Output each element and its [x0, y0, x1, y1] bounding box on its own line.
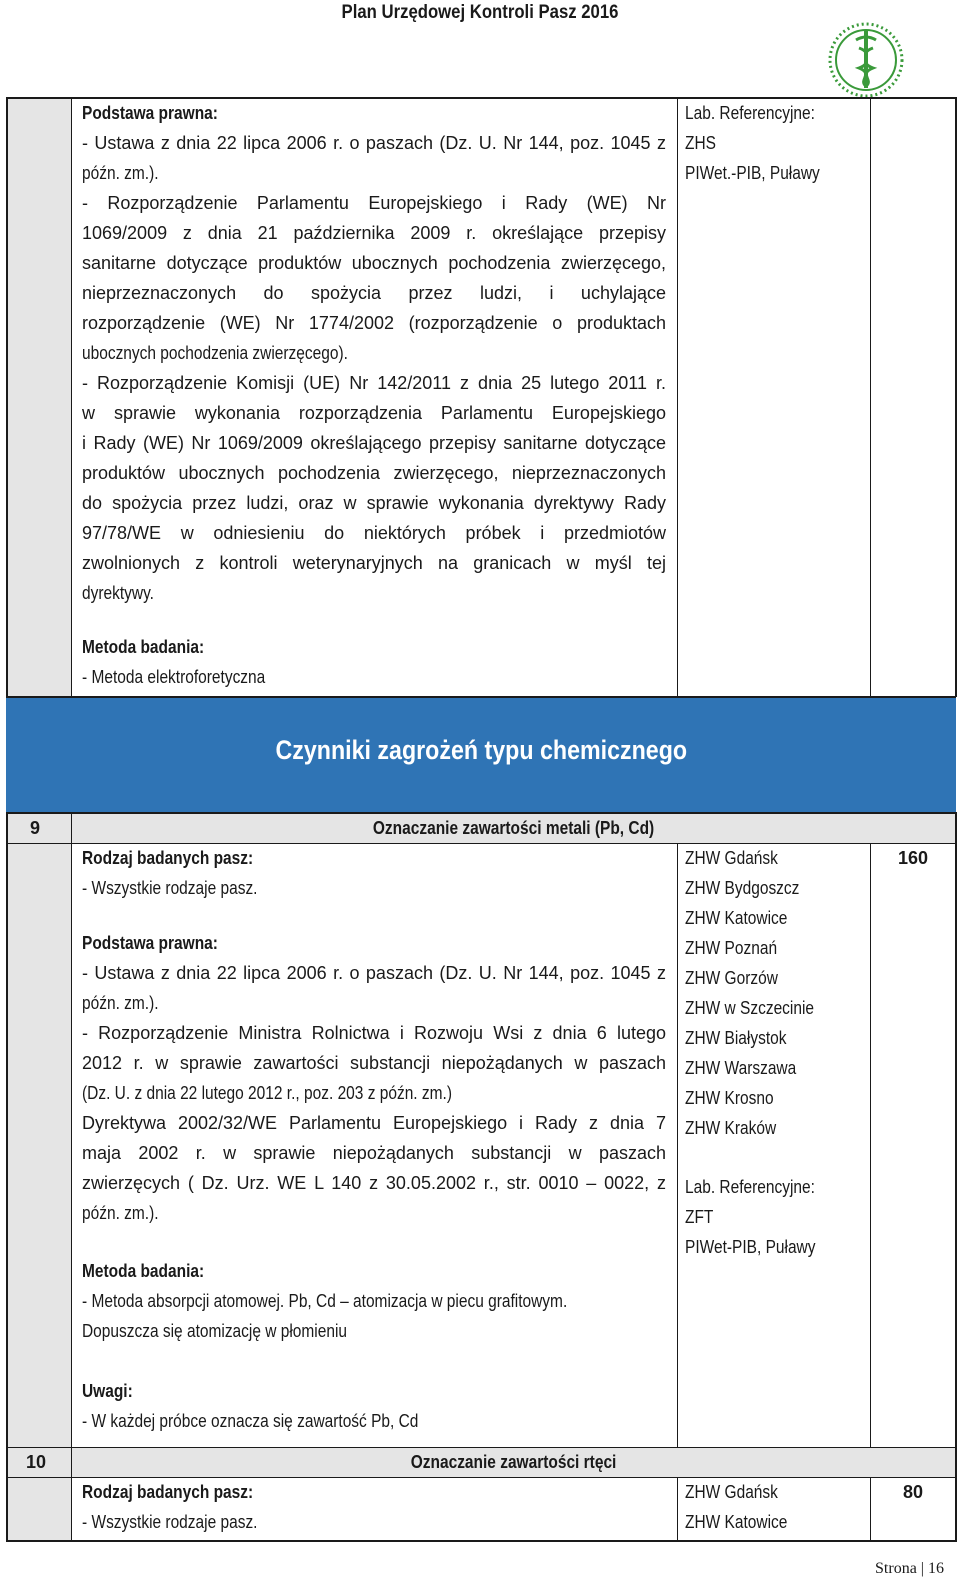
- legal-text-line: sanitarne dotyczące produktów ubocznych pochodzenia zwierzęcego,: [82, 253, 666, 273]
- legal-text-line: dyrektywy.: [82, 583, 154, 603]
- section-title: Czynniki zagrożeń typu chemicznego: [275, 735, 687, 765]
- lab-ref-label: Lab. Referencyjne:: [685, 103, 815, 123]
- number-column-shade-top: [6, 98, 71, 697]
- row9-lab: ZHW Katowice: [685, 908, 788, 928]
- legal-text-line: - Ustawa z dnia 22 lipca 2006 r. o paszach (Dz. U. Nr 144, poz. 1045 z: [82, 133, 666, 153]
- row10-lab: ZHW Gdańsk: [685, 1482, 778, 1502]
- table-border: [677, 1477, 678, 1541]
- row9-number: 9: [30, 818, 41, 838]
- lab-ref-item: ZHS: [685, 133, 716, 153]
- row9-lab: ZHW Gdańsk: [685, 848, 778, 868]
- row9-podstawa-label: Podstawa prawna:: [82, 933, 218, 953]
- row9-lab: ZHW Białystok: [685, 1028, 787, 1048]
- row9-legal-line: - Ustawa z dnia 22 lipca 2006 r. o paszach (Dz. U. Nr 144, poz. 1045 z: [82, 963, 666, 983]
- legal-text-line: i Rady (WE) Nr 1069/2009 określającego przepisy sanitarne dotyczące: [82, 433, 666, 453]
- table-border: [6, 97, 8, 697]
- row9-rodzaj-label: Rodzaj badanych pasz:: [82, 848, 254, 868]
- legal-text-line: w sprawie wykonania rozporządzenia Parlamentu Europejskiego: [82, 403, 666, 423]
- metoda-value: - Metoda elektroforetyczna: [82, 667, 266, 687]
- row10-title: Oznaczanie zawartości rtęci: [410, 1452, 617, 1472]
- row9-legal-line: zwierzęcych ( Dz. Urz. WE L 140 z 30.05.2002 r., str. 0010 – 0022, z: [82, 1173, 666, 1193]
- row9-lab: ZHW Poznań: [685, 938, 778, 958]
- legal-text-line: ubocznych pochodzenia zwierzęcego).: [82, 343, 348, 363]
- row9-metoda-line: Dopuszcza się atomizację w płomieniu: [82, 1321, 348, 1341]
- row9-lab: ZHW Gorzów: [685, 968, 778, 988]
- lab-ref-item: PIWet.-PIB, Puławy: [685, 163, 820, 183]
- row9-legal-line: 2012 r. w sprawie zawartości substancji niepożądanych w paszach: [82, 1053, 666, 1073]
- row9-lab: ZHW Bydgoszcz: [685, 878, 800, 898]
- row9-lab: ZHW Krosno: [685, 1088, 774, 1108]
- veterinary-caduceus-logo: [826, 20, 906, 100]
- row9-title: Oznaczanie zawartości metali (Pb, Cd): [372, 818, 655, 838]
- row9-legal-line: maja 2002 r. w sprawie niepożądanych substancji w paszach: [82, 1143, 666, 1163]
- row9-legal-line: (Dz. U. z dnia 22 lutego 2012 r., poz. 203 z późn. zm.): [82, 1083, 453, 1103]
- row10-number: 10: [26, 1452, 47, 1472]
- table-border: [955, 97, 957, 697]
- table-border: [71, 812, 72, 1542]
- table-border: [6, 812, 8, 1542]
- legal-text-line: produktów ubocznych pochodzenia zwierzęcego, nieprzeznaczonych: [82, 463, 666, 483]
- row9-lab: ZHW Kraków: [685, 1118, 777, 1138]
- table-border: [71, 97, 72, 697]
- table-border: [6, 696, 956, 698]
- row9-lab-ref-item: ZFT: [685, 1207, 714, 1227]
- table-border: [677, 97, 678, 697]
- legal-text-line: nieprzeznaczonych do spożycia przez ludzi, i uchylające: [82, 283, 666, 303]
- row10-count: 80: [902, 1482, 924, 1502]
- legal-text-line: - Rozporządzenie Komisji (UE) Nr 142/2011 z dnia 25 lutego 2011 r.: [82, 373, 666, 393]
- metoda-label: Metoda badania:: [82, 637, 205, 657]
- row9-metoda-line: - Metoda absorpcji atomowej. Pb, Cd – atomizacja w piecu grafitowym.: [82, 1291, 568, 1311]
- row9-count: 160: [897, 848, 929, 868]
- row9-legal-line: późn. zm.).: [82, 993, 159, 1013]
- podstawa-label: Podstawa prawna:: [82, 103, 218, 123]
- row9-lab-ref-label: Lab. Referencyjne:: [685, 1177, 815, 1197]
- legal-text-line: rozporządzenie (WE) Nr 1774/2002 (rozporządzenie o produktach: [82, 313, 666, 333]
- row10-rodzaj-label: Rodzaj badanych pasz:: [82, 1482, 254, 1502]
- row9-lab: ZHW w Szczecinie: [685, 998, 815, 1018]
- row9-legal-line: - Rozporządzenie Ministra Rolnictwa i Rozwoju Wsi z dnia 6 lutego: [82, 1023, 666, 1043]
- row9-number-shade: [6, 843, 71, 1447]
- legal-text-line: - Rozporządzenie Parlamentu Europejskiego i Rady (WE) Nr: [82, 193, 666, 213]
- row10-rodzaj-value: - Wszystkie rodzaje pasz.: [82, 1512, 258, 1532]
- legal-text-line: 97/78/WE w odniesieniu do niektórych próbek i przedmiotów: [82, 523, 666, 543]
- row9-lab: ZHW Warszawa: [685, 1058, 797, 1078]
- row10-lab: ZHW Katowice: [685, 1512, 788, 1532]
- row10-number-shade: [6, 1477, 71, 1541]
- row9-lab-ref-item: PIWet-PIB, Puławy: [685, 1237, 816, 1257]
- table-border: [955, 812, 957, 1542]
- row9-rodzaj-value: - Wszystkie rodzaje pasz.: [82, 878, 258, 898]
- table-border: [6, 1540, 956, 1542]
- legal-text-line: 1069/2009 z dnia 21 października 2009 r. określające przepisy: [82, 223, 666, 243]
- row9-legal-line: Dyrektywa 2002/32/WE Parlamentu Europejskiego i Rady z dnia 7: [82, 1113, 666, 1133]
- row9-uwagi-label: Uwagi:: [82, 1381, 133, 1401]
- table-border: [677, 843, 678, 1447]
- legal-text-line: zwolnionych z kontroli weterynaryjnych na granicach w myśl tej: [82, 553, 666, 573]
- page-number: Strona | 16: [875, 1560, 944, 1577]
- row9-legal-line: późn. zm.).: [82, 1203, 159, 1223]
- page-header-title: Plan Urzędowej Kontroli Pasz 2016: [341, 2, 619, 23]
- row9-metoda-label: Metoda badania:: [82, 1261, 205, 1281]
- legal-text-line: do spożycia przez ludzi, oraz w sprawie wykonania dyrektywy Rady: [82, 493, 666, 513]
- legal-text-line: późn. zm.).: [82, 163, 159, 183]
- row9-uwagi-value: - W każdej próbce oznacza się zawartość Pb, Cd: [82, 1411, 419, 1431]
